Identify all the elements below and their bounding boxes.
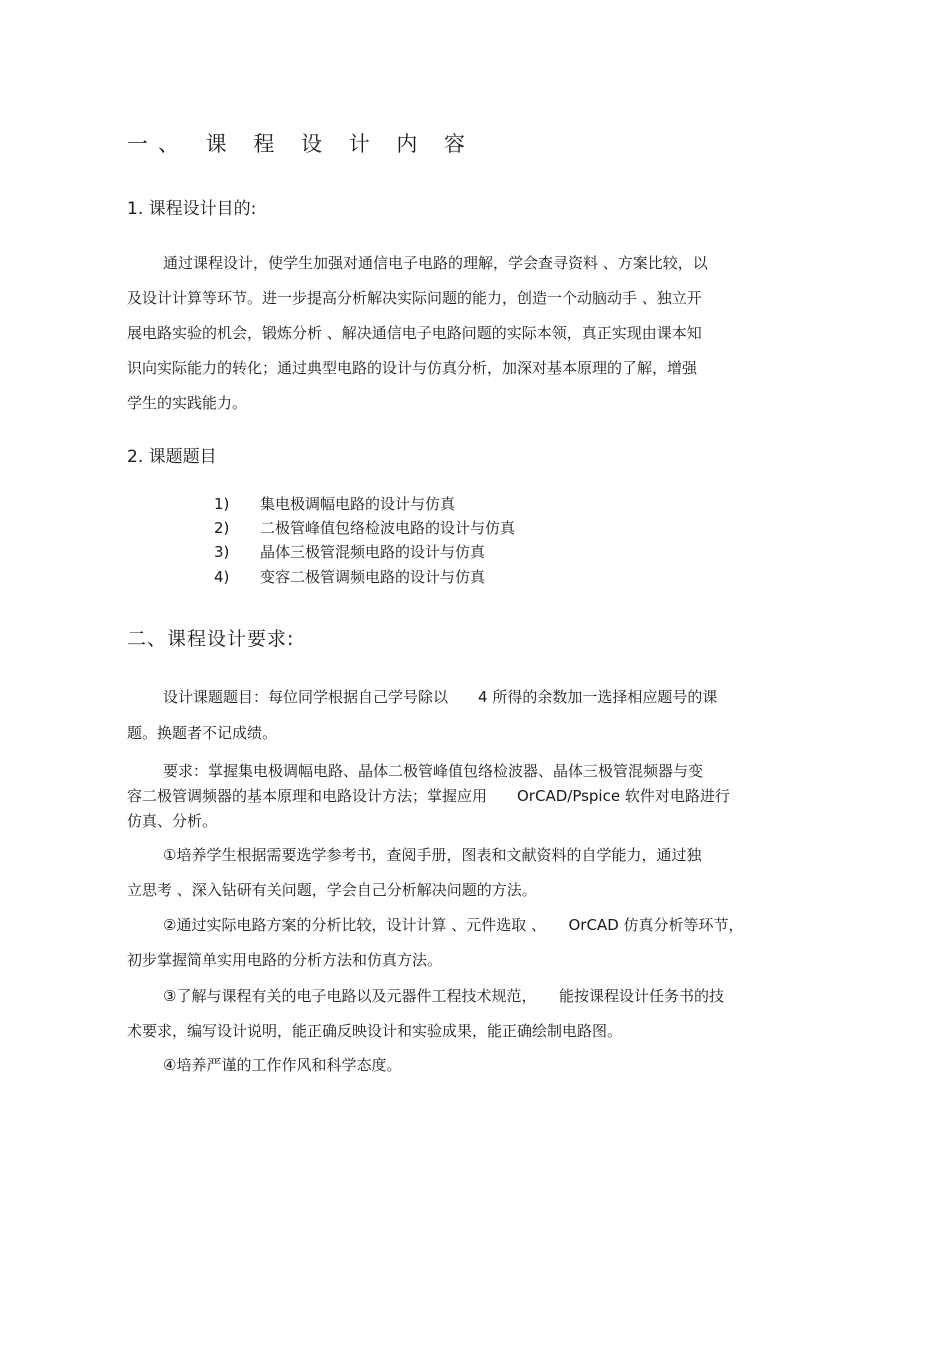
topic-rule-line-2: 题。换题者不记成绩。	[127, 724, 278, 742]
topic-item-number: 4)	[214, 568, 230, 586]
sub2-title: 2. 课题题目	[127, 447, 217, 467]
sub1-title: 1. 课程设计目的:	[127, 199, 257, 219]
topic-item	[214, 565, 485, 589]
section1-title: 一、 课 程 设 计 内 容	[127, 132, 476, 156]
goal-2-line-1: ②通过实际电路方案的分析比较，设计计算 、元件选取 、 OrCAD 仿真分析等环节，	[163, 916, 744, 934]
topic-item-text: 晶体三极管混频电路的设计与仿真	[260, 543, 486, 561]
purpose-line-5: 学生的实践能力。	[127, 394, 248, 412]
goal-3-line-1: ③了解与课程有关的电子电路以及元器件工程技术规范， 能按课程设计任务书的技	[163, 987, 724, 1005]
goal-3-line-2: 术要求，编写设计说明，能正确反映设计和实验成果，能正确绘制电路图。	[127, 1022, 623, 1040]
requirement-line-3: 仿真、分析。	[127, 812, 218, 830]
topic-item-number: 3)	[214, 543, 230, 561]
topic-item-text: 变容二极管调频电路的设计与仿真	[260, 568, 486, 586]
topic-item	[214, 540, 485, 564]
topic-item-number: 2)	[214, 519, 230, 537]
topic-item	[214, 492, 455, 516]
goal-2-line-2: 初步掌握简单实用电路的分析方法和仿真方法。	[127, 951, 443, 969]
topic-item-number: 1)	[214, 495, 230, 513]
section2-title: 二、课程设计要求:	[127, 628, 295, 650]
goal-4-line-1: ④培养严谨的工作作风和科学态度。	[163, 1056, 402, 1074]
purpose-line-3: 展电路实验的机会，锻炼分析 、解决通信电子电路问题的实际本领，真正实现由课本知	[127, 324, 702, 342]
goal-1-line-1: ①培养学生根据需要选学参考书，查阅手册，图表和文献资料的自学能力，通过独	[163, 846, 702, 864]
purpose-line-1: 通过课程设计，使学生加强对通信电子电路的理解，学会查寻资料 、方案比较，以	[163, 254, 708, 272]
purpose-line-4: 识向实际能力的转化；通过典型电路的设计与仿真分析，加深对基本原理的了解，增强	[127, 359, 698, 377]
topic-item-text: 集电极调幅电路的设计与仿真	[260, 495, 456, 513]
topic-rule-line-1: 设计课题题目：每位同学根据自己学号除以 4 所得的余数加一选择相应题号的课	[163, 688, 718, 706]
purpose-line-2: 及设计计算等环节。进一步提高分析解决实际问题的能力，创造一个动脑动手 、独立开	[127, 289, 702, 307]
topic-item	[214, 516, 515, 540]
requirement-line-1: 要求：掌握集电极调幅电路、晶体二极管峰值包络检波器、晶体三极管混频器与变	[163, 762, 704, 780]
requirement-line-2: 容二极管调频器的基本原理和电路设计方法；掌握应用 OrCAD/Pspice 软件对电路进行	[127, 787, 730, 805]
topic-item-text: 二极管峰值包络检波电路的设计与仿真	[260, 519, 516, 537]
goal-1-line-2: 立思考 、深入钻研有关问题，学会自己分析解决问题的方法。	[127, 881, 537, 899]
